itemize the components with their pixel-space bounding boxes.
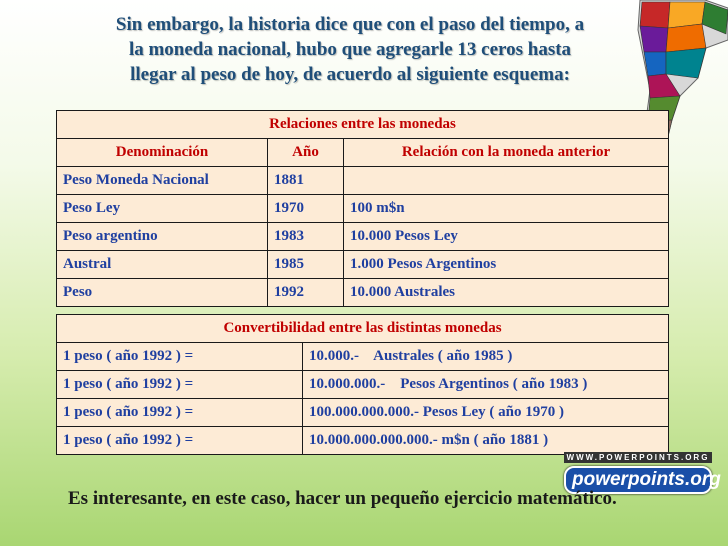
slide-title (70, 12, 630, 87)
watermark-url: WWW.POWERPOINTS.ORG (564, 452, 712, 463)
cell-equivalencia: 10.000.000.000.000.- m$n ( año 1881 ) (303, 427, 669, 455)
footer-text: Es interesante, en este caso, hacer un pequeño ejercicio matemático. (68, 488, 617, 509)
header-relacion: Relación con la moneda anterior (344, 139, 669, 167)
table-row (57, 223, 669, 251)
watermark-logo: powerpoints.org (564, 466, 712, 494)
cell-anio: 1983 (268, 223, 344, 251)
table-row (57, 427, 669, 455)
cell-peso: 1 peso ( año 1992 ) = (57, 343, 303, 371)
table-row (57, 195, 669, 223)
table-row (57, 399, 669, 427)
header-denominacion: Denominación (57, 139, 268, 167)
cell-denominacion: Peso argentino (57, 223, 268, 251)
header-anio: Año (268, 139, 344, 167)
cell-denominacion: Peso Moneda Nacional (57, 167, 268, 195)
table2-caption: Convertibilidad entre las distintas monedas (57, 315, 669, 343)
table-row (57, 371, 669, 399)
cell-relacion: 100 m$n (344, 195, 669, 223)
cell-anio: 1970 (268, 195, 344, 223)
cell-anio: 1985 (268, 251, 344, 279)
table-row (57, 251, 669, 279)
cell-equivalencia: 10.000.000.- Pesos Argentinos ( año 1983 ) (303, 371, 669, 399)
cell-equivalencia: 100.000.000.000.- Pesos Ley ( año 1970 ) (303, 399, 669, 427)
title-line-3: llegar al peso de hoy, de acuerdo al siguiente esquema: (130, 64, 570, 85)
cell-relacion: 1.000 Pesos Argentinos (344, 251, 669, 279)
table-row (57, 343, 669, 371)
cell-peso: 1 peso ( año 1992 ) = (57, 371, 303, 399)
cell-peso: 1 peso ( año 1992 ) = (57, 399, 303, 427)
cell-denominacion: Peso Ley (57, 195, 268, 223)
table1-caption: Relaciones entre las monedas (57, 111, 669, 139)
cell-peso: 1 peso ( año 1992 ) = (57, 427, 303, 455)
table-row (57, 279, 669, 307)
cell-denominacion: Peso (57, 279, 268, 307)
title-line-1: Sin embargo, la historia dice que con el paso del tiempo, a (115, 14, 585, 35)
cell-relacion (344, 167, 669, 195)
title-line-2: la moneda nacional, hubo que agregarle 13 ceros hasta (128, 39, 572, 60)
cell-equivalencia: 10.000.- Australes ( año 1985 ) (303, 343, 669, 371)
cell-anio: 1992 (268, 279, 344, 307)
cell-anio: 1881 (268, 167, 344, 195)
monedas-relaciones-table (56, 110, 669, 307)
cell-relacion: 10.000 Pesos Ley (344, 223, 669, 251)
cell-relacion: 10.000 Australes (344, 279, 669, 307)
table-row (57, 167, 669, 195)
convertibilidad-table (56, 314, 669, 455)
cell-denominacion: Austral (57, 251, 268, 279)
